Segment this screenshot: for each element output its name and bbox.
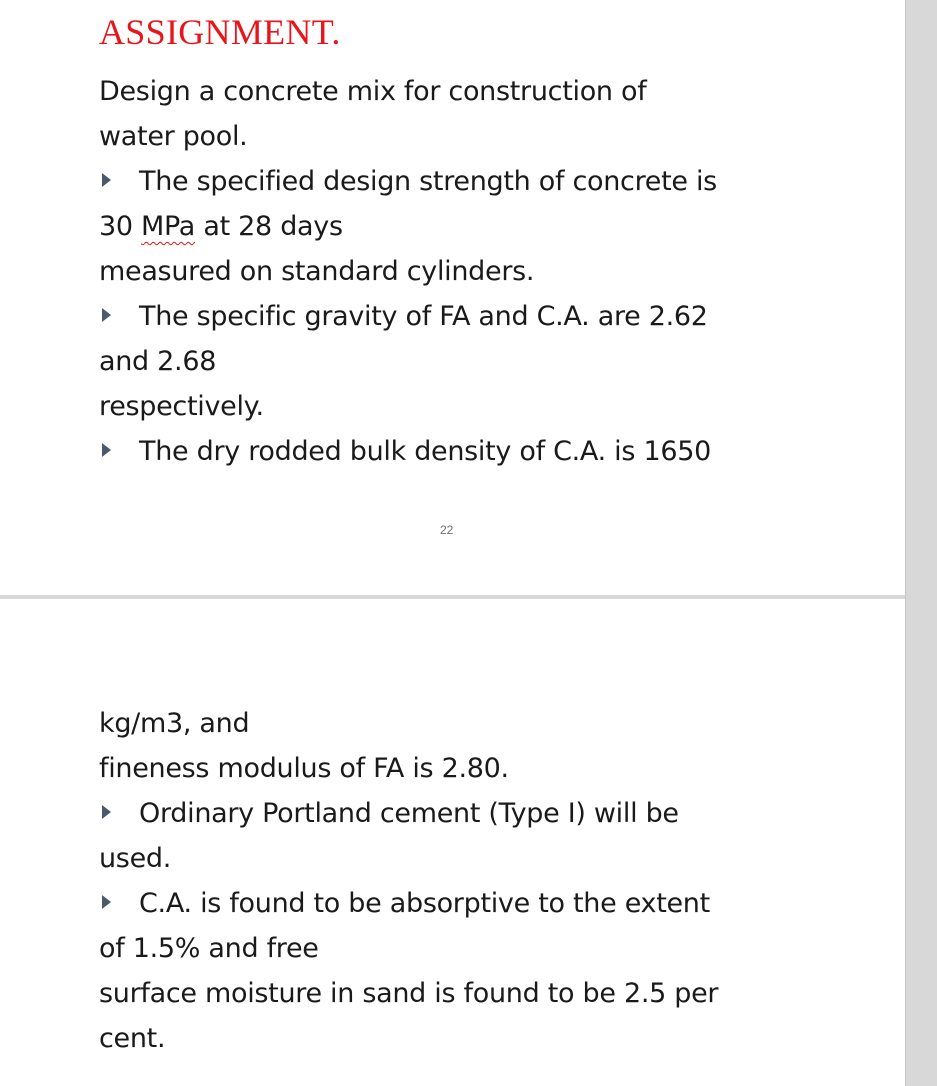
triangle-bullet-icon bbox=[102, 443, 111, 457]
bullet-item-design-strength bbox=[99, 159, 717, 204]
text-line-surface-moisture: surface moisture in sand is found to be 2.5 per bbox=[99, 978, 719, 1009]
assignment-heading: ASSIGNMENT. bbox=[99, 12, 341, 52]
text-line-cent: cent. bbox=[99, 1023, 166, 1054]
text-line-used: used. bbox=[99, 843, 172, 874]
text-line-cylinders: measured on standard cylinders. bbox=[99, 256, 535, 287]
page-number: 22 bbox=[440, 523, 454, 537]
text-fragment: at 28 days bbox=[195, 211, 343, 242]
triangle-bullet-icon bbox=[102, 173, 111, 187]
bullet-text: The dry rodded bulk density of C.A. is 1650 bbox=[139, 436, 711, 467]
text-line-respectively: respectively. bbox=[99, 391, 264, 422]
bullet-text: The specific gravity of FA and C.A. are 2.62 bbox=[139, 301, 708, 332]
triangle-bullet-icon bbox=[102, 308, 111, 322]
triangle-bullet-icon bbox=[102, 805, 111, 819]
text-fragment: 30 bbox=[99, 211, 142, 242]
bullet-text: Ordinary Portland cement (Type I) will be bbox=[139, 798, 679, 829]
window-scrollbar-track[interactable] bbox=[905, 0, 937, 1086]
bullet-item-absorption bbox=[99, 881, 710, 926]
text-line-design-mix: Design a concrete mix for construction of bbox=[99, 76, 647, 107]
bullet-text: The specified design strength of concrete is bbox=[139, 166, 717, 197]
text-line-water-pool: water pool. bbox=[99, 121, 248, 152]
text-line-density-unit: kg/m3, and bbox=[99, 708, 250, 739]
document-page-23 bbox=[0, 599, 905, 1086]
bullet-item-specific-gravity bbox=[99, 294, 708, 339]
text-line-absorption-value: of 1.5% and free bbox=[99, 933, 319, 964]
bullet-text: C.A. is found to be absorptive to the extent bbox=[139, 888, 710, 919]
bullet-item-cement-type bbox=[99, 791, 679, 836]
bullet-item-bulk-density bbox=[99, 429, 711, 474]
misspelled-word-mpa[interactable]: MPa bbox=[141, 211, 196, 242]
text-line-fineness-modulus: fineness modulus of FA is 2.80. bbox=[99, 753, 509, 784]
triangle-bullet-icon bbox=[102, 895, 111, 909]
text-line-strength-value bbox=[99, 204, 343, 249]
text-line-gravity-value: and 2.68 bbox=[99, 346, 217, 377]
